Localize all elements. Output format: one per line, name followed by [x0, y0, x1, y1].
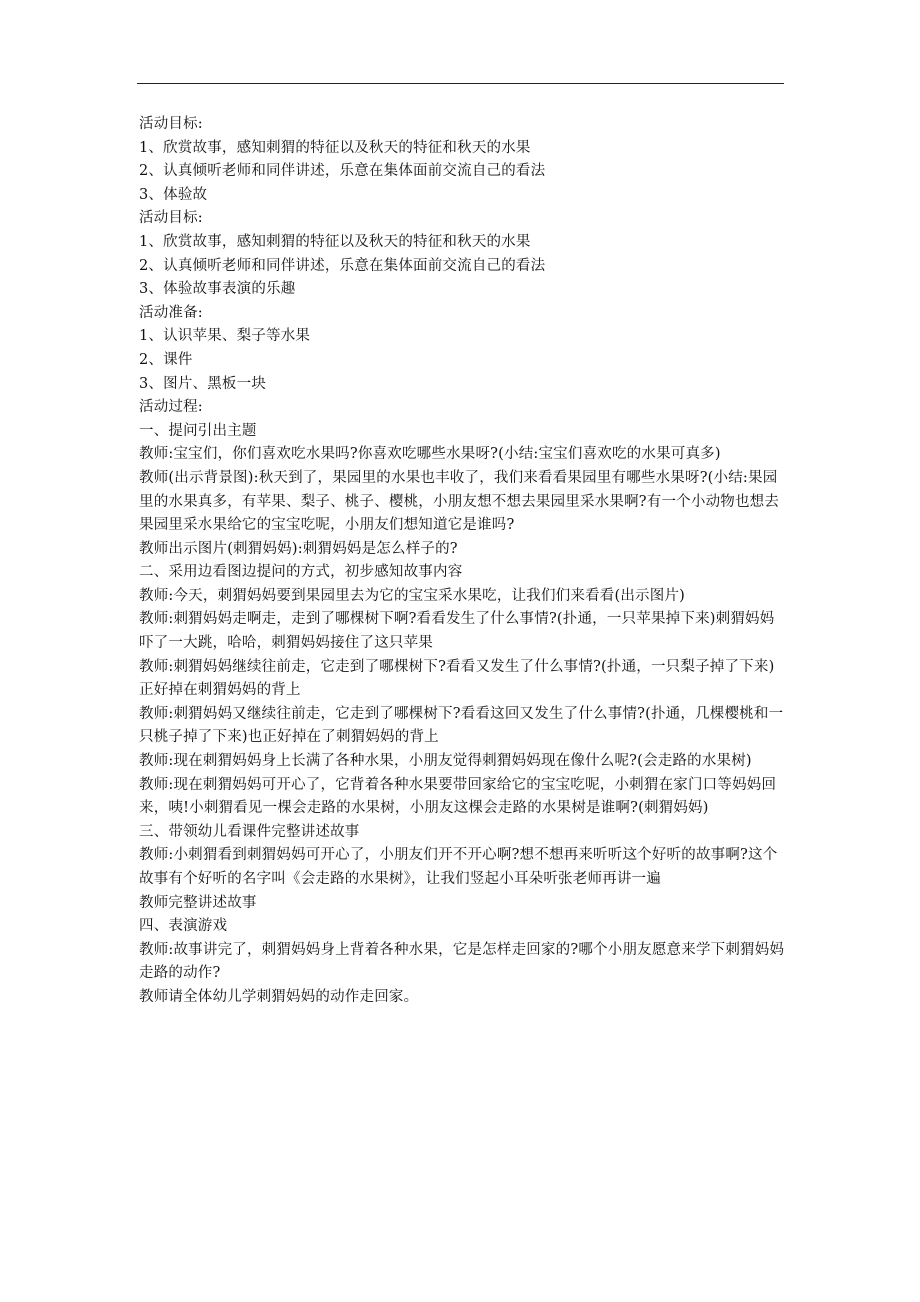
paragraph: 活动准备: — [139, 304, 203, 321]
paragraph: 一、提问引出主题 — [139, 422, 257, 439]
paragraph: 1、欣赏故事，感知刺猬的特征以及秋天的特征和秋天的水果 — [139, 233, 531, 250]
paragraph: 教师:小刺猬看到刺猬妈妈可开心了，小朋友们开不开心啊?想不想再来听听这个好听的故事啊?这个故事有个好听的名字叫《会走路的水果树》，让我们竖起小耳朵听张老师再讲一遍 — [139, 847, 778, 887]
paragraph: 2、认真倾听老师和同伴讲述，乐意在集体面前交流自己的看法 — [139, 257, 546, 274]
paragraph: 2、课件 — [139, 351, 193, 368]
paragraph: 教师:今天，刺猬妈妈要到果园里去为它的宝宝采水果吃，让我们们来看看(出示图片) — [139, 587, 685, 604]
paragraph: 教师:现在刺猬妈妈身上长满了各种水果，小朋友觉得刺猬妈妈现在像什么呢?(会走路的水果树) — [139, 753, 752, 770]
paragraph: 四、表演游戏 — [139, 918, 228, 935]
paragraph: 活动目标: — [139, 210, 203, 227]
paragraph: 教师完整讲述故事 — [139, 894, 257, 911]
paragraph: 活动过程: — [139, 399, 203, 416]
paragraph: 教师:宝宝们，你们喜欢吃水果吗?你喜欢吃哪些水果呀?(小结:宝宝们喜欢吃的水果可真多) — [139, 446, 721, 463]
document-body — [139, 113, 787, 1010]
paragraph: 教师:刺猬妈妈走啊走，走到了哪棵树下啊?看看发生了什么事情?(扑通，一只苹果掉下来)刺猬妈妈吓了一大跳，哈哈，刺猬妈妈接住了这只苹果 — [139, 611, 775, 652]
paragraph: 3、图片、黑板一块 — [139, 375, 267, 392]
paragraph: 教师请全体幼儿学刺猬妈妈的动作走回家。 — [139, 988, 419, 1005]
paragraph: 三、带领幼儿看课件完整讲述故事 — [139, 823, 360, 840]
paragraph: 二、采用边看图边提问的方式，初步感知故事内容 — [139, 564, 463, 581]
paragraph: 3、体验故事表演的乐趣 — [139, 281, 296, 298]
paragraph: 1、欣赏故事，感知刺猬的特征以及秋天的特征和秋天的水果 — [139, 139, 531, 156]
paragraph: 活动目标: — [139, 116, 203, 132]
paragraph: 教师(出示背景图):秋天到了，果园里的水果也丰收了，我们来看看果园里有哪些水果呀?(小结:果园里的水果真多，有苹果、梨子、桃子、樱桃，小朋友想不想去果园里采水果啊?有一个小动物也想去果园里采水果给它的宝宝吃呢，小朋友们想知道它是谁吗? — [139, 469, 780, 534]
header-rule — [137, 83, 784, 84]
paragraph: 3、体验故 — [139, 186, 208, 203]
paragraph: 2、认真倾听老师和同伴讲述，乐意在集体面前交流自己的看法 — [139, 163, 546, 180]
paragraph: 教师:刺猬妈妈继续往前走，它走到了哪棵树下?看看又发生了什么事情?(扑通，一只梨子掉了下来)正好掉在刺猬妈妈的背上 — [139, 658, 775, 699]
paragraph: 教师:故事讲完了，刺猬妈妈身上背着各种水果，它是怎样走回家的?哪个小朋友愿意来学下刺猬妈妈走路的动作? — [139, 941, 785, 982]
paragraph: 教师:刺猬妈妈又继续往前走，它走到了哪棵树下?看看这回又发生了什么事情?(扑通，几棵樱桃和一只桃子掉了下来)也正好掉在了刺猬妈妈的背上 — [139, 705, 784, 746]
paragraph: 教师出示图片(刺猬妈妈):刺猬妈妈是怎么样子的? — [139, 540, 458, 557]
paragraph: 教师:现在刺猬妈妈可开心了，它背着各种水果要带回家给它的宝宝吃呢，小刺猬在家门口等妈妈回来，咦!小刺猬看见一棵会走路的水果树，小朋友这棵会走路的水果树是谁啊?(刺猬妈妈) — [139, 776, 777, 817]
paragraph: 1、认识苹果、梨子等水果 — [139, 328, 311, 345]
